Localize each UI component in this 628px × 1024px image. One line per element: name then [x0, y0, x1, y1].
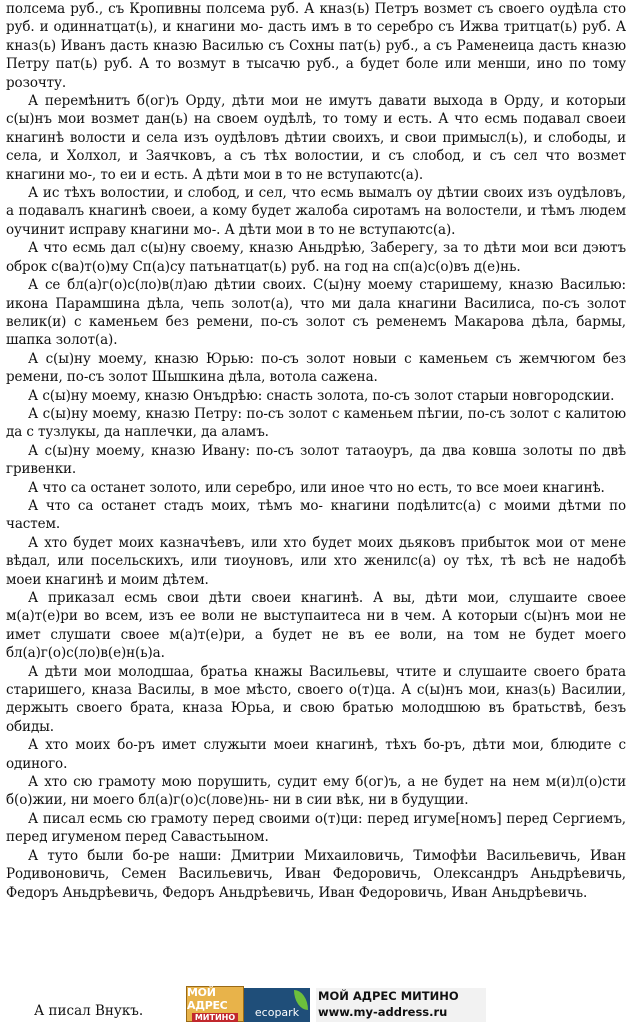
- paragraph: А с(ы)ну моему, кназю Ивану: по‑съ золот татаоуръ, да два ковша золоты по двѣ гривенки.: [6, 442, 626, 478]
- ecopark-label: ecopark: [254, 1006, 300, 1019]
- logo-line-2: МИТИНО: [192, 1013, 238, 1022]
- paragraph: А туто были бо‑ре наши: Дмитрии Михаиловичь, Тимофѣи Васильевичь, Иван Родивоновичь, Семен Васильевичь, Иван Федоровичь, Олександръ Аньдрѣевичь, Федоръ Аньдрѣевичь, Федоръ Аньдрѣевичь, Иван Федоровичь, Иван Аньдрѣевичь.: [6, 847, 626, 901]
- paragraph: полсема руб., съ Кропивны полсема руб. А кназ(ь) Петръ возмет съ своего оудѣла сто руб. и одиннатцат(ь), и кнагини мо‑ дасть имъ в то серебро съ Ижва тритцат(ь) руб. А кназ(ь) Иванъ дасть кназю Василью съ Сохны пат(ь) руб., а съ Раменеица дасть кназю Петру пат(ь) руб. А то возмут в тысачю руб., а будет боле или менши, ино по тому розочту.: [6, 1, 626, 91]
- paragraph: А с(ы)ну моему, кназю Петру: по‑съ золот с каменьем пѣгии, по‑съ золот с калитою да с тузлукы, да наплечки, да аламъ.: [6, 405, 626, 441]
- last-line: А писал Внукъ.: [34, 1003, 144, 1019]
- paragraph: А хто будет моих казначѣевъ, или хто будет моих дьяковъ прибыток мои от мене вѣдал, или посельскихъ, или тиоуновъ, или хто женилс(а) оу тѣх, тѣ всѣ не надобѣ моеи кнагинѣ и моим дѣтем.: [6, 534, 626, 588]
- paragraph: А дѣти мои молодшаа, братьа кнажы Васильевы, чтите и слушаите своего брата старишего, кназа Василы, в мое мѣсто, своего о(т)ца. А с(ы)нъ мои, кназ(ь) Василии, держыть своего брата, кназа Юрьа, и свою братью молодшюю въ братьствѣ, безъ обиды.: [6, 663, 626, 735]
- paragraph: А ис тѣхъ волостии, и слобод, и сел, что есмь вымалъ оу дѣтии своих изъ оудѣловъ, а подавалъ кнагинѣ своеи, а кому будет жалоба сиротамъ на волостели, и тѣмъ людем оучинит исправу кнагини мо‑. А дѣти мои в то не вступаютс(а).: [6, 185, 626, 238]
- paragraph: А писал есмь сю грамоту перед своими о(т)ци: перед игуме[номъ] перед Сергиемъ, перед игуменом перед Савастьыном.: [6, 810, 626, 846]
- paragraph: А что есмь дал с(ы)ну своему, кназю Аньдрѣю, Заберегу, за то дѣти мои вси дэютъ оброк с(ва)т(о)му Сп(а)су патьнатцат(ь) руб. на год на сп(а)с(о)въ д(е)нь.: [6, 240, 626, 275]
- paragraph: А се бл(а)г(о)с(ло)в(л)аю дѣтии своих. С(ы)ну моему старишему, кназю Василью: икона Парамшина дѣла, чепь золот(а), что ми дала кнагини Василиса, по‑съ золот велик(и) с каменьем без ремени, по‑съ золот съ ременемъ Макарова дѣла, бармы, шапка золот(а).: [6, 277, 626, 349]
- site-brand[interactable]: [316, 988, 486, 1022]
- document-page: [6, 0, 626, 1024]
- paragraph: А с(ы)ну моему, кназю Юрью: по‑съ золот новыи с каменьем съ жемчюгом без ремени, по‑съ золот Шышкина дѣла, вотола сажена.: [6, 350, 626, 386]
- paragraph: А с(ы)ну моему, кназю Онъдрѣю: снасть золота, по‑съ золот старыи новгородскии.: [28, 387, 615, 404]
- paragraph: А перемѣнитъ б(ог)ъ Орду, дѣти мои не имутъ давати выхода в Орду, и которыи с(ы)нъ мои возмет дан(ь) на своем оудѣлѣ, то тому и есть. А что есмь подавал своеи кнагинѣ волости и села изъ оудѣловъ дѣтии своихъ, и свои примысл(ь), и слободы, и села, и Холхол, и Заячковъ, а съ тѣх волостии, и съ слобод, и съ сел что возмет кнагини мо‑, то еи и есть. А дѣти мои в то не вступаютс(а).: [6, 93, 626, 183]
- paragraph: А что са останет золото, или серебро, или иное что но есть, то все моеи кнагинѣ.: [28, 479, 605, 496]
- paragraph: А приказал есмь свои дѣти своеи кнагинѣ. А вы, дѣти мои, слушаите своее м(а)т(е)ри во всем, изъ ее воли не выступаитеса ни в чем. А которыи с(ы)нъ мои не имет слушати своее м(а)т(е)ри, а будет не въ ее воли, на том не будет моего бл(а)г(о)с(ло)в(е)н(ь)а.: [6, 590, 626, 662]
- brand-name: МОЙ АДРЕС МИТИНО: [318, 989, 459, 1003]
- logo-line-1: МОЙ АДРЕС: [187, 986, 228, 1012]
- paragraph: А хто моих бо‑ръ имет служыти моеи кнагинѣ, тѣхъ бо‑ръ, дѣти мои, блюдите с одиного.: [6, 737, 626, 772]
- paragraph: А хто сю грамоту мою порушить, судит ему б(ог)ъ, а не будет на нем м(и)л(о)сти б(о)жии, ни моего бл(а)г(о)с(лове)нь‑ ни в сии вѣк, ни в будущии.: [6, 774, 626, 809]
- paragraph: А что са останет стадъ моих, тѣмъ мо‑ кнагини подѣлитс(а) с моими дѣтми по частем.: [6, 497, 626, 533]
- footer-banner: [6, 984, 626, 1024]
- document-text: [6, 0, 626, 902]
- moi-adres-logo[interactable]: [186, 986, 244, 1022]
- brand-url: www.my-address.ru: [318, 1005, 448, 1019]
